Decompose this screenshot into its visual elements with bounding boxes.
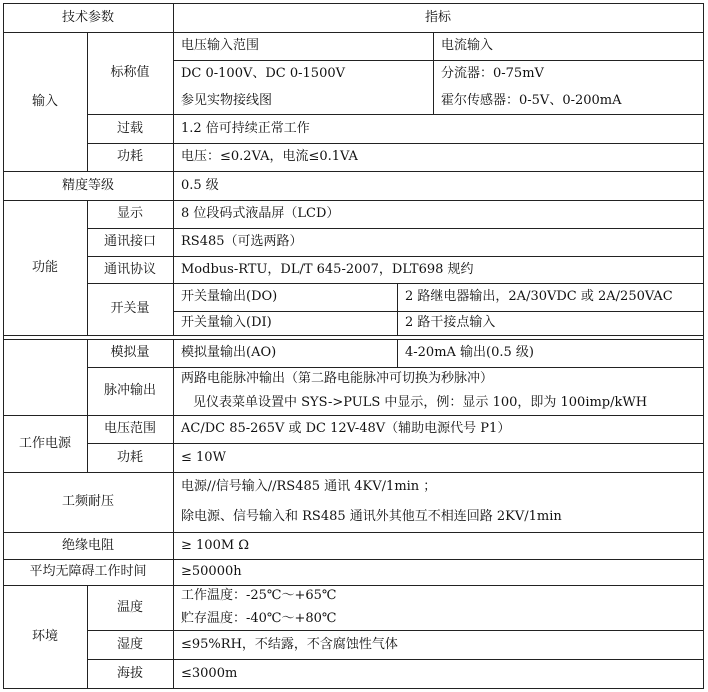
header-spec: 指标: [424, 9, 451, 25]
pulse-value: 两路电能脉冲输出（第二路电能脉冲可切换为秒脉冲） 见仪表菜单设置中 SYS->PULS 中显示，例：显示 100，即为 100imp/kWH: [181, 371, 648, 410]
humidity-label: 湿度: [116, 636, 143, 652]
mtbf-value: ≥50000h: [181, 564, 242, 579]
altitude-label: 海拔: [116, 665, 143, 681]
insulation-value: ≥ 100M Ω: [181, 537, 250, 553]
power-supply-group-label: 工作电源: [18, 435, 71, 451]
supply-consumption-value: ≤ 10W: [181, 449, 226, 465]
input-group-label: 输入: [31, 93, 58, 109]
insulation-label: 绝缘电阻: [61, 537, 114, 553]
accuracy-value: 0.5 级: [181, 177, 219, 193]
ao-name: 模拟量输出(AO): [181, 345, 277, 360]
comm-interface-value: RS485（可选两路）: [181, 234, 303, 249]
header-param: 技术参数: [61, 9, 114, 25]
humidity-value: ≤95%RH，不结露，不含腐蚀性气体: [181, 636, 398, 652]
do-value: 2 路继电器输出，2A/30VDC 或 2A/250VAC: [405, 289, 673, 304]
voltage-range-label: 电压范围: [103, 421, 156, 436]
nominal-label: 标称值: [110, 65, 150, 80]
protocol-value: Modbus-RTU，DL/T 645-2007，DLT698 规约: [181, 261, 474, 277]
withstand-value: 电源//信号输入//RS485 通讯 4KV/1min ； 除电源、信号输入和 RS485 通讯外其他互不相连回路 2KV/1min: [181, 479, 562, 524]
analog-label: 模拟量: [110, 345, 150, 360]
input-power-label: 功耗: [116, 149, 143, 164]
altitude-value: ≤3000m: [181, 665, 238, 681]
function-group-label: 功能: [31, 259, 58, 275]
withstand-label: 工频耐压: [61, 494, 114, 509]
supply-consumption-label: 功耗: [116, 449, 143, 465]
di-name: 开关量输入(DI): [181, 315, 272, 330]
mtbf-label: 平均无障碍工作时间: [29, 564, 147, 579]
environment-group-label: 环境: [31, 628, 58, 644]
ao-value: 4-20mA 输出(0.5 级): [405, 345, 535, 360]
protocol-label: 通讯协议: [103, 261, 156, 277]
pulse-label: 脉冲输出: [103, 383, 156, 398]
accuracy-label: 精度等级: [61, 177, 114, 193]
current-input-head: 电流输入: [441, 38, 494, 53]
temperature-value: 工作温度：-25℃～+65℃ 贮存温度：-40℃～+80℃: [181, 588, 337, 626]
voltage-range-head: 电压输入范围: [181, 38, 260, 53]
di-value: 2 路干接点输入: [405, 315, 496, 330]
display-value: 8 位段码式液晶屏（LCD）: [181, 206, 340, 221]
voltage-range-supply-value: AC/DC 85-265V 或 DC 12V-48V（辅助电源代号 P1）: [181, 421, 511, 436]
temperature-label: 温度: [116, 599, 143, 615]
display-label: 显示: [116, 206, 143, 221]
current-input-value: 分流器：0-75mV 霍尔传感器：0-5V、0-200mA: [441, 65, 622, 108]
switch-label: 开关量: [110, 301, 150, 316]
voltage-range-value: DC 0-100V、DC 0-1500V 参见实物接线图: [181, 65, 346, 108]
input-power-value: 电压：≤0.2VA，电流≤0.1VA: [181, 149, 358, 164]
overload-label: 过载: [116, 120, 143, 136]
comm-interface-label: 通讯接口: [103, 234, 156, 249]
overload-value: 1.2 倍可持续正常工作: [181, 120, 310, 136]
do-name: 开关量输出(DO): [181, 289, 278, 304]
